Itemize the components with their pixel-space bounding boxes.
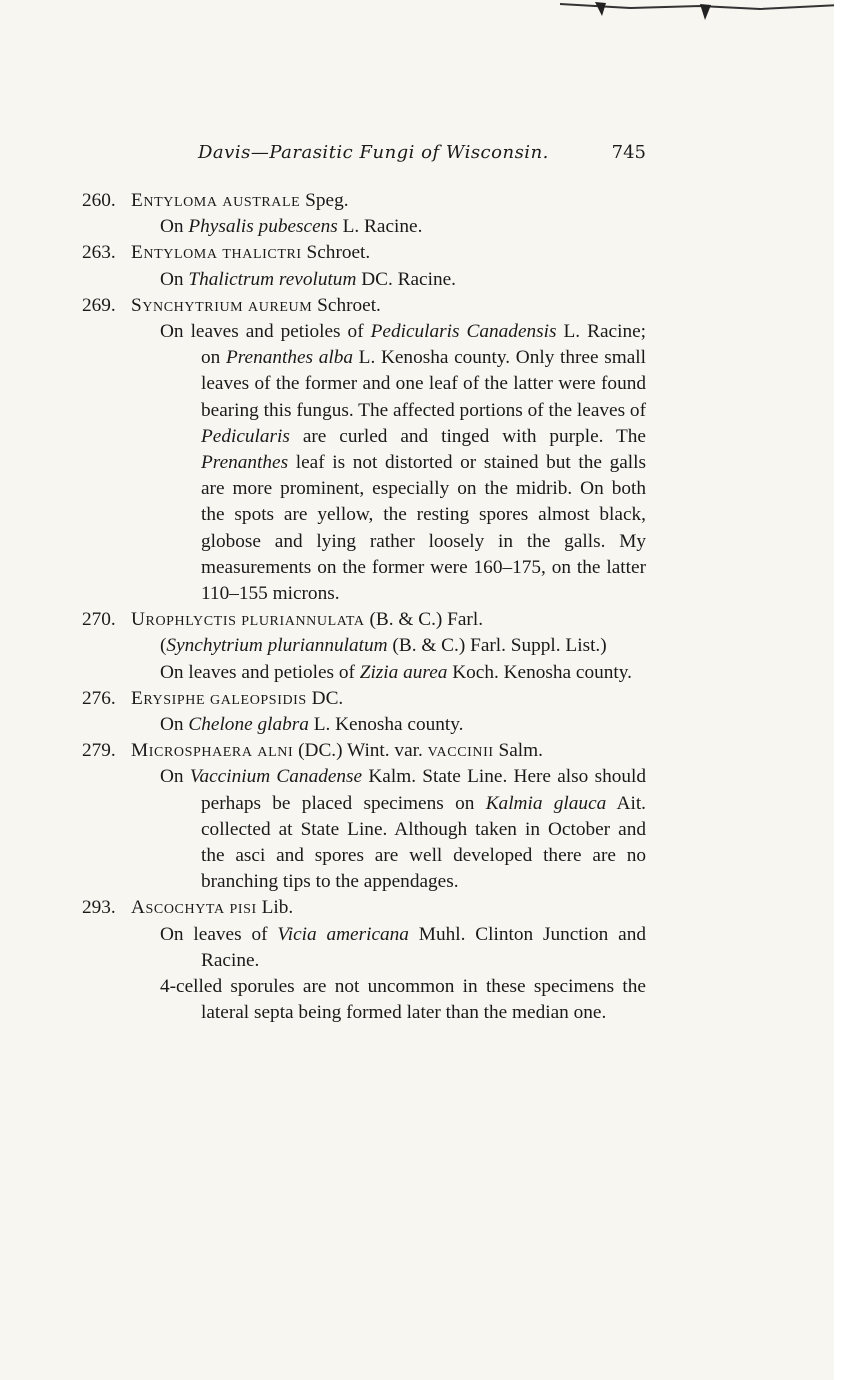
- taxon-species: thalictri: [222, 242, 302, 264]
- variety-authority: Salm.: [498, 740, 543, 762]
- entry-heading: [82, 607, 646, 633]
- host-note: On Vaccinium Canadense Kalm. State Line. Here also should perhaps be placed specimens on Kalmia glauca Ait. collected at State Line. Although taken in October and the asci and spores are well developed there are no branching tips to the appendages.: [160, 766, 646, 893]
- running-title: Davis—Parasitic Fungi of Wisconsin.: [198, 142, 549, 163]
- scan-margin: [834, 0, 855, 1380]
- entry-293: [82, 895, 646, 1026]
- remark-note: 4-celled sporules are not uncommon in these specimens the lateral septa being formed later than the median one.: [160, 976, 646, 1024]
- entry-heading: [82, 895, 646, 921]
- entry-number: 270.: [82, 609, 116, 631]
- entry-279: [82, 738, 646, 895]
- entry-heading: [82, 738, 646, 764]
- taxon-genus: Entyloma: [131, 242, 218, 264]
- taxon-genus: Urophlyctis: [131, 609, 237, 631]
- scan-edge-marks: [560, 0, 840, 22]
- host-note: On leaves and petioles of Pedicularis Canadensis L. Racine; on Prenanthes alba L. Kenosha county. Only three small leaves of the former and one leaf of the latter were found bearing this fungus. The affected portions of the leaves of Pedicularis are curled and tinged with purple. The Prenanthes leaf is not distorted or stained but the galls are more prominent, especially on the midrib. On both the spots are yellow, the resting spores almost black, globose and lying rather loosely in the galls. My measurements on the former were 160–175, on the latter 110–155 microns.: [160, 321, 647, 605]
- taxon-genus: Ascochyta: [131, 897, 225, 919]
- page-number: 745: [611, 142, 646, 163]
- taxon-genus: Entyloma: [131, 190, 218, 211]
- host-note: On Thalictrum revolutum DC. Racine.: [160, 268, 456, 290]
- entry-number: 269.: [82, 294, 116, 316]
- entry-heading: [82, 240, 646, 266]
- taxon-variety: vaccinii: [427, 740, 494, 762]
- taxon-species: galeopsidis: [209, 687, 307, 709]
- taxon-authority: (B. & C.) Farl.: [369, 609, 484, 631]
- entry-heading: [82, 293, 646, 319]
- taxon-genus: Erysiphe: [131, 687, 206, 709]
- taxon-species: alni: [257, 740, 294, 762]
- entry-276: [82, 686, 646, 738]
- entry-260: [82, 188, 646, 240]
- taxon-species: pluriannulata: [241, 609, 365, 631]
- entry-heading: [82, 188, 646, 214]
- taxon-genus: Microsphaera: [131, 740, 253, 762]
- host-note: On leaves and petioles of Zizia aurea Koch. Kenosha county.: [160, 661, 632, 683]
- taxon-genus: Synchytrium: [131, 294, 244, 316]
- taxon-authority: Speg.: [305, 190, 349, 211]
- host-note: On Chelone glabra L. Kenosha county.: [160, 714, 464, 736]
- entry-heading: [82, 686, 646, 712]
- host-note: On leaves of Vicia americana Muhl. Clinton Junction and Racine.: [160, 923, 646, 971]
- taxon-authority: Lib.: [261, 897, 294, 919]
- entry-270: [82, 607, 646, 686]
- entry-263: [82, 240, 646, 292]
- page-body: [82, 188, 646, 1027]
- taxon-authority: Schroet.: [306, 242, 371, 264]
- taxon-species: pisi: [229, 897, 257, 919]
- host-note: On Physalis pubescens L. Racine.: [160, 216, 423, 238]
- entry-number: 293.: [82, 897, 116, 919]
- entry-number: 260.: [82, 190, 116, 211]
- entry-269: [82, 293, 646, 607]
- taxon-authority: (DC.) Wint. var.: [298, 740, 423, 762]
- entry-number: 279.: [82, 740, 116, 762]
- synonym-note: (Synchytrium pluriannulatum (B. & C.) Farl. Suppl. List.): [160, 635, 607, 657]
- entry-number: 276.: [82, 687, 116, 709]
- entry-number: 263.: [82, 242, 116, 264]
- taxon-authority: DC.: [311, 687, 344, 709]
- taxon-authority: Schroet.: [317, 294, 381, 316]
- taxon-species: aureum: [248, 294, 313, 316]
- taxon-species: australe: [222, 190, 301, 211]
- page-header: [130, 142, 646, 172]
